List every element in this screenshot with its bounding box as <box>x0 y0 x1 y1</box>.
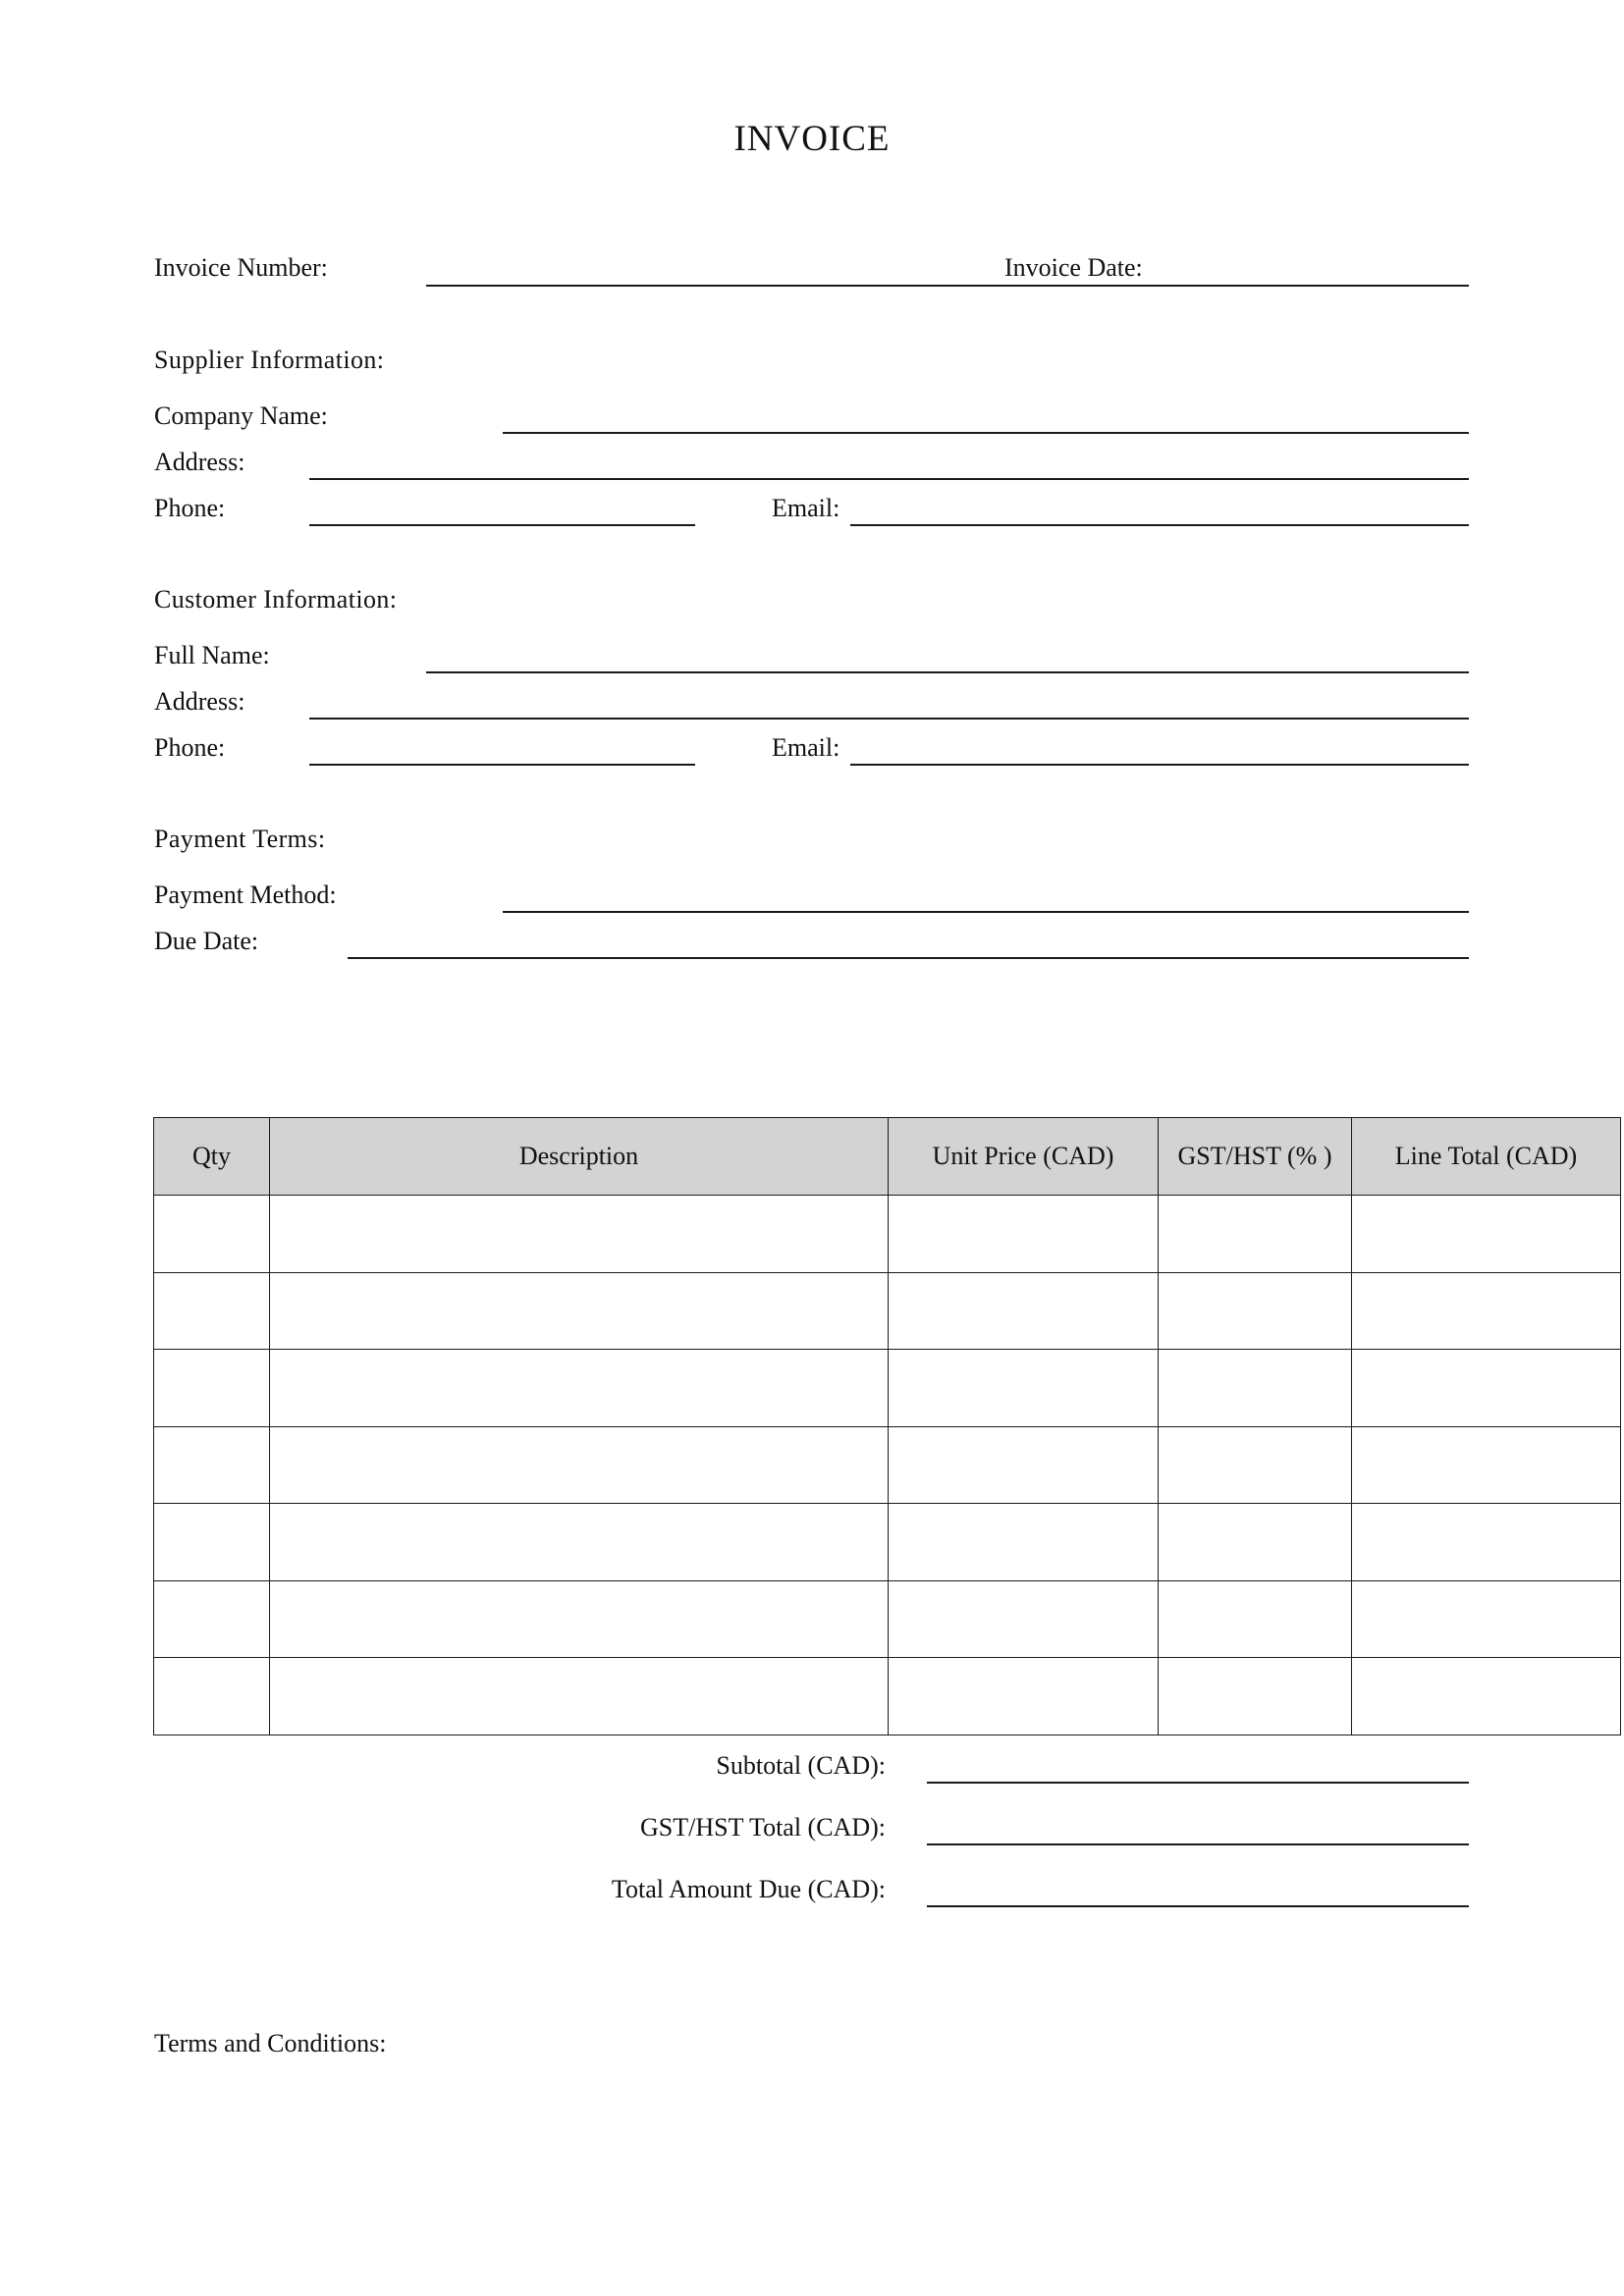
payment-method-label: Payment Method: <box>154 881 337 909</box>
invoice-title: INVOICE <box>733 119 891 159</box>
table-row <box>154 1426 1621 1504</box>
description-cell[interactable] <box>270 1196 889 1273</box>
line-total-cell[interactable] <box>1352 1272 1621 1350</box>
tax-cell[interactable] <box>1159 1580 1352 1658</box>
items-table-wrapper <box>153 1117 1620 1735</box>
unit-price-cell[interactable] <box>889 1504 1159 1581</box>
col-tax-header: GST/HST (% ) <box>1159 1118 1352 1196</box>
unit-price-cell[interactable] <box>889 1658 1159 1735</box>
qty-cell[interactable] <box>154 1504 270 1581</box>
items-table <box>153 1117 1621 1735</box>
customer-email-label: Email: <box>772 733 840 762</box>
line-total-cell[interactable] <box>1352 1350 1621 1427</box>
col-qty-header: Qty <box>154 1118 270 1196</box>
terms-label: Terms and Conditions: <box>154 2029 387 2057</box>
invoice-number-field[interactable] <box>426 285 1469 287</box>
supplier-address-label: Address: <box>154 448 245 476</box>
description-cell[interactable] <box>270 1580 889 1658</box>
invoice-number-label: Invoice Number: <box>154 253 328 282</box>
supplier-address-field[interactable] <box>309 478 1469 480</box>
tax-cell[interactable] <box>1159 1196 1352 1273</box>
line-total-cell[interactable] <box>1352 1658 1621 1735</box>
qty-cell[interactable] <box>154 1196 270 1273</box>
description-cell[interactable] <box>270 1426 889 1504</box>
col-unit-price-header: Unit Price (CAD) <box>889 1118 1159 1196</box>
description-cell[interactable] <box>270 1272 889 1350</box>
col-description-header: Description <box>270 1118 889 1196</box>
customer-name-label: Full Name: <box>154 641 270 669</box>
supplier-company-field[interactable] <box>503 432 1469 434</box>
table-row <box>154 1658 1621 1735</box>
invoice-date-label: Invoice Date: <box>1004 253 1143 282</box>
qty-cell[interactable] <box>154 1580 270 1658</box>
description-cell[interactable] <box>270 1350 889 1427</box>
tax-total-field[interactable] <box>927 1843 1469 1845</box>
line-total-cell[interactable] <box>1352 1504 1621 1581</box>
table-row <box>154 1196 1621 1273</box>
customer-phone-label: Phone: <box>154 733 226 762</box>
description-cell[interactable] <box>270 1658 889 1735</box>
supplier-phone-label: Phone: <box>154 494 226 522</box>
table-row <box>154 1504 1621 1581</box>
subtotal-field[interactable] <box>927 1782 1469 1784</box>
tax-cell[interactable] <box>1159 1504 1352 1581</box>
customer-email-field[interactable] <box>850 764 1469 766</box>
qty-cell[interactable] <box>154 1272 270 1350</box>
payment-heading: Payment Terms: <box>154 825 326 853</box>
col-line-total-header: Line Total (CAD) <box>1352 1118 1621 1196</box>
unit-price-cell[interactable] <box>889 1580 1159 1658</box>
description-cell[interactable] <box>270 1504 889 1581</box>
qty-cell[interactable] <box>154 1350 270 1427</box>
tax-cell[interactable] <box>1159 1658 1352 1735</box>
unit-price-cell[interactable] <box>889 1272 1159 1350</box>
table-row <box>154 1350 1621 1427</box>
tax-cell[interactable] <box>1159 1350 1352 1427</box>
line-total-cell[interactable] <box>1352 1580 1621 1658</box>
qty-cell[interactable] <box>154 1658 270 1735</box>
line-total-cell[interactable] <box>1352 1426 1621 1504</box>
customer-phone-field[interactable] <box>309 764 695 766</box>
customer-name-field[interactable] <box>426 671 1469 673</box>
items-header-row <box>154 1118 1621 1196</box>
total-due-field[interactable] <box>927 1905 1469 1907</box>
supplier-email-field[interactable] <box>850 524 1469 526</box>
supplier-email-label: Email: <box>772 494 840 522</box>
table-row <box>154 1580 1621 1658</box>
supplier-company-label: Company Name: <box>154 401 328 430</box>
line-total-cell[interactable] <box>1352 1196 1621 1273</box>
due-date-label: Due Date: <box>154 927 259 955</box>
tax-cell[interactable] <box>1159 1272 1352 1350</box>
customer-address-field[interactable] <box>309 718 1469 720</box>
tax-total-label: GST/HST Total (CAD): <box>639 1813 886 1842</box>
customer-address-label: Address: <box>154 687 245 716</box>
unit-price-cell[interactable] <box>889 1426 1159 1504</box>
unit-price-cell[interactable] <box>889 1196 1159 1273</box>
subtotal-label: Subtotal (CAD): <box>716 1751 886 1780</box>
due-date-field[interactable] <box>348 957 1469 959</box>
supplier-heading: Supplier Information: <box>154 346 385 374</box>
table-row <box>154 1272 1621 1350</box>
payment-method-field[interactable] <box>503 911 1469 913</box>
tax-cell[interactable] <box>1159 1426 1352 1504</box>
supplier-phone-field[interactable] <box>309 524 695 526</box>
total-due-label: Total Amount Due (CAD): <box>611 1875 886 1903</box>
unit-price-cell[interactable] <box>889 1350 1159 1427</box>
qty-cell[interactable] <box>154 1426 270 1504</box>
customer-heading: Customer Information: <box>154 585 398 614</box>
